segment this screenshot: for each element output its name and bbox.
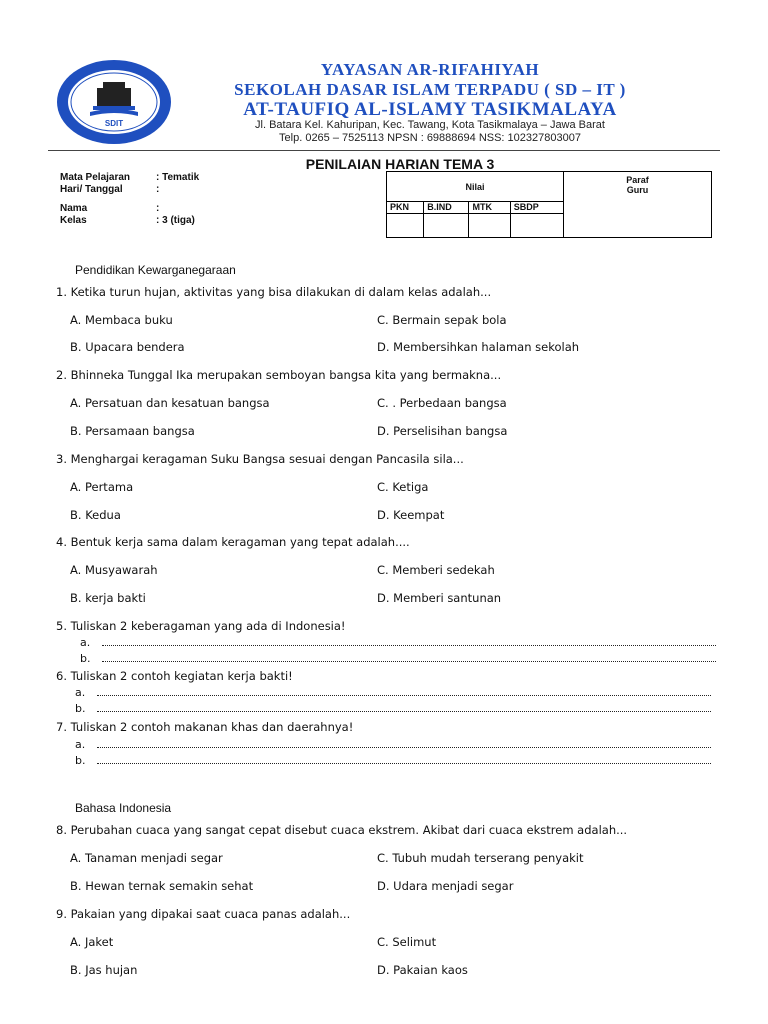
paraf-guru-cell: [564, 172, 712, 238]
q7-answer-b[interactable]: [75, 754, 711, 768]
q5-answer-b[interactable]: [80, 652, 716, 666]
q3-option-b: B. Kedua: [70, 508, 121, 522]
header-address: Jl. Batara Kel. Kahuripan, Kec. Tawang, Kota Tasikmalaya – Jawa Barat: [255, 119, 605, 131]
header-divider: [48, 150, 720, 151]
q7-answer-a[interactable]: [75, 738, 711, 752]
kelas-label: Kelas: [60, 215, 87, 226]
q4-option-c: C. Memberi sedekah: [377, 563, 495, 577]
header-school-name: AT-TAUFIQ AL-ISLAMY TASIKMALAYA: [243, 99, 617, 120]
question-1: 1. Ketika turun hujan, aktivitas yang bisa dilakukan di dalam kelas adalah...: [56, 285, 492, 299]
question-3: 3. Menghargai keragaman Suku Bangsa sesuai dengan Pancasila sila...: [56, 452, 464, 466]
guru-label: Guru: [626, 185, 649, 195]
answer-label: b.: [80, 652, 91, 665]
q1-option-a: A. Membaca buku: [70, 313, 173, 327]
page-title: PENILAIAN HARIAN TEMA 3: [305, 156, 495, 172]
score-sbdp[interactable]: [510, 214, 563, 238]
nama-value: :: [156, 203, 160, 214]
answer-label: a.: [75, 738, 86, 751]
paraf-label: Paraf: [626, 175, 649, 185]
question-8: 8. Perubahan cuaca yang sangat cepat disebut cuaca ekstrem. Akibat dari cuaca ekstrem adalah...: [56, 823, 628, 837]
q6-answer-a[interactable]: [75, 686, 711, 700]
hari-value: :: [156, 184, 160, 195]
nilai-header: Nilai: [387, 172, 564, 202]
q4-option-d: D. Memberi santunan: [377, 591, 502, 605]
question-2: 2. Bhinneka Tunggal Ika merupakan semboyan bangsa kita yang bermakna...: [56, 368, 502, 382]
q1-option-c: C. Bermain sepak bola: [377, 313, 507, 327]
header-school-type: SEKOLAH DASAR ISLAM TERPADU ( SD – IT ): [234, 80, 626, 99]
hari-label: Hari/ Tanggal: [60, 184, 123, 195]
q1-option-d: D. Membersihkan halaman sekolah: [377, 340, 580, 354]
q2-option-d: D. Perselisihan bangsa: [377, 424, 508, 438]
header-foundation: YAYASAN AR-RIFAHIYAH: [320, 60, 540, 79]
question-4: 4. Bentuk kerja sama dalam keragaman yang tepat adalah....: [56, 535, 410, 549]
col-pkn: PKN: [387, 202, 424, 214]
q1-option-b: B. Upacara bendera: [70, 340, 185, 354]
q4-option-b: B. kerja bakti: [70, 591, 146, 605]
score-bind[interactable]: [424, 214, 469, 238]
q8-option-b: B. Hewan ternak semakin sehat: [70, 879, 254, 893]
answer-label: b.: [75, 702, 86, 715]
q8-option-d: D. Udara menjadi segar: [377, 879, 514, 893]
logo-label: SDIT: [104, 119, 124, 128]
question-5: 5. Tuliskan 2 keberagaman yang ada di Indonesia!: [56, 619, 346, 633]
nama-label: Nama: [60, 203, 88, 214]
question-6: 6. Tuliskan 2 contoh kegiatan kerja bakti!: [56, 669, 293, 683]
q8-option-c: C. Tubuh mudah terserang penyakit: [377, 851, 584, 865]
q3-option-d: D. Keempat: [377, 508, 445, 522]
q3-option-a: A. Pertama: [70, 480, 134, 494]
kelas-value: : 3 (tiga): [156, 215, 195, 226]
q9-option-d: D. Pakaian kaos: [377, 963, 468, 977]
score-table: [386, 171, 712, 238]
answer-label: b.: [75, 754, 86, 767]
school-logo: [55, 58, 173, 146]
mapel-value: : Tematik: [156, 172, 200, 183]
answer-label: a.: [75, 686, 86, 699]
q8-option-a: A. Tanaman menjadi segar: [70, 851, 223, 865]
answer-label: a.: [80, 636, 91, 649]
question-7: 7. Tuliskan 2 contoh makanan khas dan daerahnya!: [56, 720, 354, 734]
q2-option-c: C. . Perbedaan bangsa: [377, 396, 507, 410]
section-pkn-title: Pendidikan Kewarganegaraan: [75, 263, 236, 277]
col-mtk: MTK: [469, 202, 510, 214]
q6-answer-b[interactable]: [75, 702, 711, 716]
q2-option-a: A. Persatuan dan kesatuan bangsa: [70, 396, 270, 410]
q9-option-c: C. Selimut: [377, 935, 437, 949]
q9-option-b: B. Jas hujan: [70, 963, 138, 977]
col-bind: B.IND: [424, 202, 469, 214]
q2-option-b: B. Persamaan bangsa: [70, 424, 195, 438]
section-bind-title: Bahasa Indonesia: [75, 801, 172, 815]
header-contact: Telp. 0265 – 7525113 NPSN : 69888694 NSS: 102327803007: [279, 132, 581, 144]
score-pkn[interactable]: [387, 214, 424, 238]
mapel-label: Mata Pelajaran: [60, 172, 131, 183]
q4-option-a: A. Musyawarah: [70, 563, 158, 577]
score-mtk[interactable]: [469, 214, 510, 238]
q5-answer-a[interactable]: [80, 636, 716, 650]
q3-option-c: C. Ketiga: [377, 480, 429, 494]
q9-option-a: A. Jaket: [70, 935, 114, 949]
col-sbdp: SBDP: [510, 202, 563, 214]
question-9: 9. Pakaian yang dipakai saat cuaca panas adalah...: [56, 907, 351, 921]
